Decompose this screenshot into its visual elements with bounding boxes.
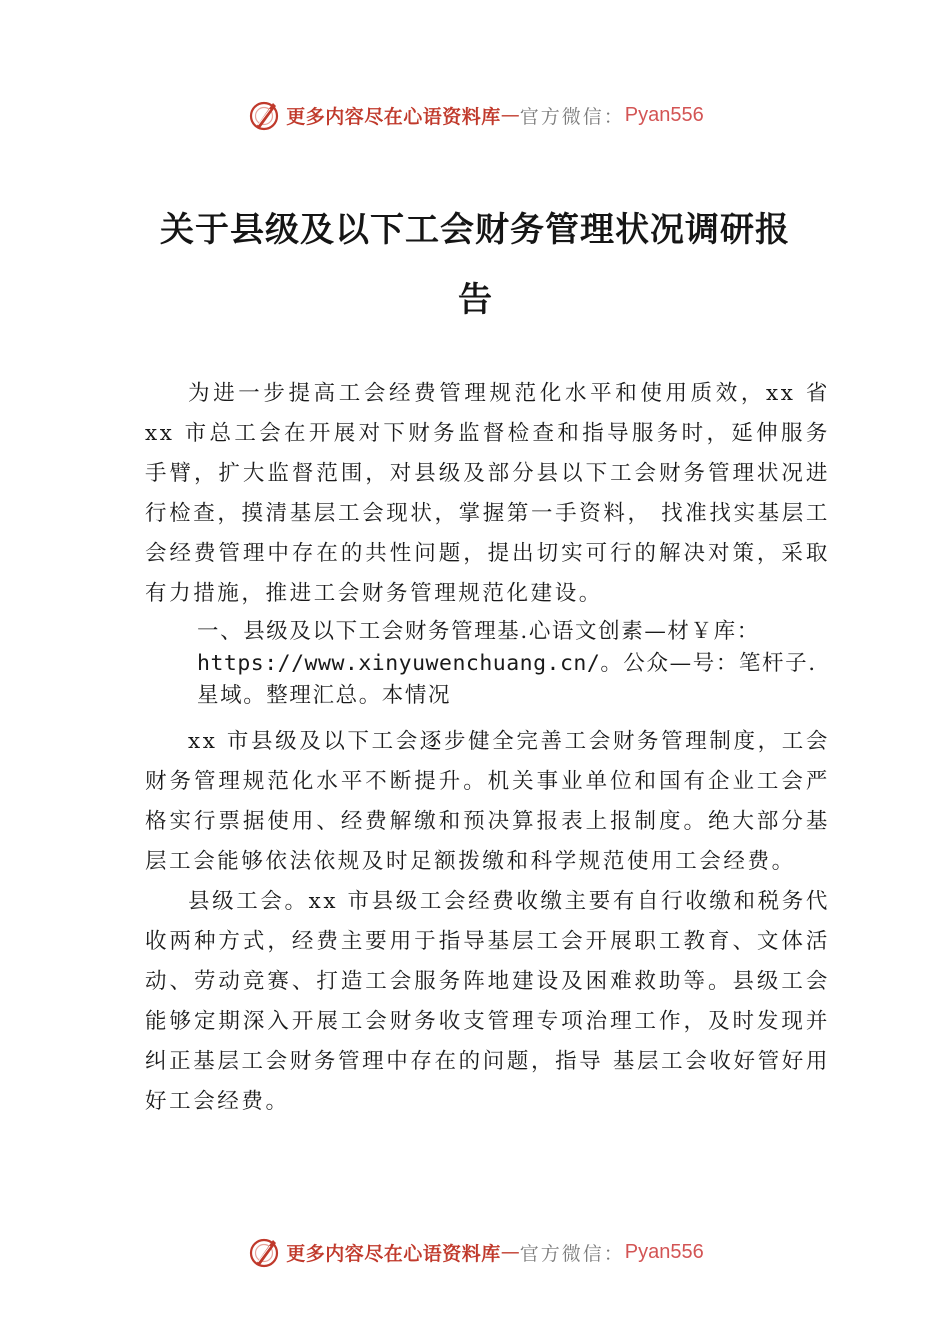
section-heading-1 [145,616,830,712]
banner-wechat-label: 官方微信： [519,1242,625,1265]
banner-wechat-id: Pyan556 [624,1240,704,1263]
paragraph-overview: xx 市县级及以下工会逐步健全完善工会财务管理制度，工会财务管理规范化水平不断提升。机关事业单位和国有企业工会严格实行票据使用、经费解缴和预决算报表上报制度。绝大部分基层工会能够依法依规及时足额拨缴和科学规范使用工会经费。 [145,729,830,874]
paragraph-county-level: 县级工会。xx 市县级工会经费收缴主要有自行收缴和税务代收两种方式，经费主要用于指导基层工会开展职工教育、文体活动、劳动竞赛、打造工会服务阵地建设及困难救助等。县级工会能够定期深入开展工会财务收支管理专项治理工作，及时发现并纠正基层工会财务管理中存在的问题，指导 基层工会收好管好用好工会经费。 [145,889,830,1114]
banner-main-text: 更多内容尽在心语资料库 [286,105,501,128]
quill-seal-icon [246,1234,282,1270]
banner-main-text: 更多内容尽在心语资料库 [286,1242,501,1265]
quill-seal-icon [246,97,282,133]
section-heading-text-a: 一、县级及以下工会财务管理基.心语文创素—材￥库： [197,619,760,644]
section-heading-text-b: 。公众—号：笔杆子. [600,651,817,676]
banner-wechat-label: 官方微信： [519,105,625,128]
banner-separator: — [500,104,520,126]
source-url: https://www.xinyuwenchuang.cn/ [197,651,601,676]
document-title-line-2: 告 [458,280,492,320]
document-title-line-1: 关于县级及以下工会财务管理状况调研报 [160,210,790,250]
banner-separator: — [500,1241,520,1263]
footer-banner [0,1232,950,1272]
header-banner [0,95,950,135]
section-heading-text-c: 星域。整理汇总。本情况 [197,683,452,708]
document-body [145,374,830,1122]
paragraph-intro: 为进一步提高工会经费管理规范化水平和使用质效，xx 省 xx 市总工会在开展对下财务监督检查和指导服务时，延伸服务手臂，扩大监督范围，对县级及部分县以下工会财务管理状况进行检查，摸清基层工会现状，掌握第一手资料， 找准找实基层工会经费管理中存在的共性问题，提出切实可行的解决对策，采取有力措施，推进工会财务管理规范化建设。 [145,381,830,606]
banner-wechat-id: Pyan556 [624,103,704,126]
